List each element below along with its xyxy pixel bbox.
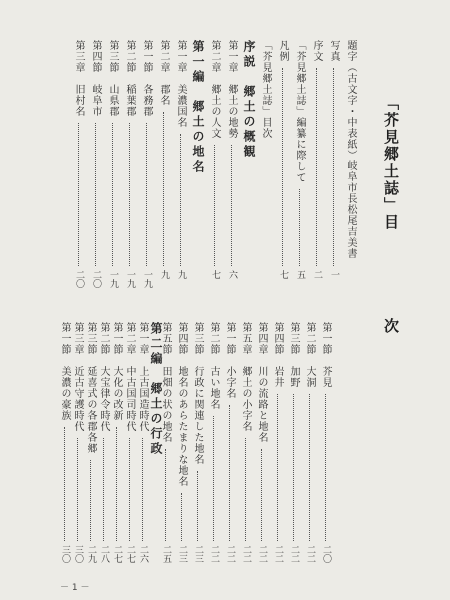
upper-entry-label: 第五節 田畑の状の地名 bbox=[160, 322, 171, 443]
leader-dots bbox=[245, 438, 246, 541]
leader-dots bbox=[146, 123, 147, 266]
front-entry-page: 二〇 bbox=[91, 270, 101, 288]
lower-entry-page: 二六 bbox=[138, 545, 148, 563]
front-entry-label: 第四節 岐阜市 bbox=[90, 40, 101, 117]
lower-entry-label: 第二編 郷土の行政 bbox=[149, 322, 163, 457]
leader-dots bbox=[231, 145, 232, 266]
upper-entry-label: 第四節 地名のあらたまりな地名 bbox=[176, 322, 187, 487]
leader-dots bbox=[129, 123, 130, 266]
leader-dots bbox=[64, 427, 65, 541]
front-entry-page: 九 bbox=[159, 270, 169, 279]
front-entry-page: 一九 bbox=[108, 270, 118, 288]
lower-entry-label: 第一節 美濃の豪族 bbox=[59, 322, 70, 421]
leader-dots bbox=[261, 449, 262, 541]
front-entry-label: 第三章 旧村名 bbox=[73, 40, 84, 117]
page-title-next: 次 bbox=[382, 318, 400, 335]
leader-dots bbox=[116, 427, 117, 541]
upper-entry-page: 二五 bbox=[161, 545, 171, 563]
front-entry-label: 序文 bbox=[311, 40, 322, 62]
upper-entry-page: 二二 bbox=[305, 545, 315, 563]
upper-entry-page: 二二 bbox=[225, 545, 235, 563]
front-entry-label: 凡例 bbox=[277, 40, 288, 62]
upper-entry-label: 第二節 古い地名 bbox=[208, 322, 219, 410]
leader-dots bbox=[333, 68, 334, 266]
page-title: 「芥見郷土誌」目 bbox=[382, 95, 400, 231]
front-entry-label: 第二章 郡名 bbox=[158, 40, 169, 106]
front-entry-label: 第二節 稲葉郡 bbox=[124, 40, 135, 117]
front-entry-label: 「芥見郷土誌」目次 bbox=[260, 40, 271, 139]
upper-entry-label: 第一節 小字名 bbox=[224, 322, 235, 399]
page-number: － 1 － bbox=[60, 583, 90, 593]
leader-dots bbox=[213, 416, 214, 541]
front-entry-label: 第一章 美濃国名 bbox=[175, 40, 186, 128]
front-entry-label: 第一編 郷土の地名 bbox=[191, 40, 205, 175]
front-entry-page: 五 bbox=[295, 270, 305, 279]
leader-dots bbox=[78, 123, 79, 266]
leader-dots bbox=[229, 405, 230, 541]
lower-entry-label: 第三章 近古守護時代 bbox=[72, 322, 83, 432]
upper-entry-page: 二二 bbox=[273, 545, 283, 563]
leader-dots bbox=[142, 438, 143, 541]
front-entry-page: 六 bbox=[227, 270, 237, 279]
upper-entry-page: 二三 bbox=[193, 545, 203, 563]
lower-entry-label: 第一章 上古国造時代 bbox=[137, 322, 148, 432]
lower-entry-page: 三〇 bbox=[60, 545, 70, 563]
front-entry-label: 第一章 郷土の地勢 bbox=[226, 40, 237, 139]
calligrapher-credit: 岐阜市長松尾吉美書 bbox=[345, 160, 356, 259]
front-entry-label: 写真 bbox=[328, 40, 339, 62]
leader-dots bbox=[282, 68, 283, 266]
leader-dots bbox=[163, 112, 164, 266]
upper-entry-label: 第三節 行政に関連した地名 bbox=[192, 322, 203, 465]
front-entry-page: 二 bbox=[312, 270, 322, 279]
lower-entry-label: 第三節 延喜式の各郡各郷 bbox=[85, 322, 96, 454]
leader-dots bbox=[181, 493, 182, 541]
front-entry-label: 第二章 郷土の人文 bbox=[209, 40, 220, 139]
leader-dots bbox=[112, 123, 113, 266]
leader-dots bbox=[77, 438, 78, 541]
leader-dots bbox=[309, 394, 310, 541]
leader-dots bbox=[103, 438, 104, 541]
leader-dots bbox=[95, 123, 96, 266]
upper-entry-page: 二三 bbox=[177, 545, 187, 563]
front-entry-label: 「芥見郷土誌」編纂に際して bbox=[294, 40, 305, 183]
front-entry-page: 一九 bbox=[142, 270, 152, 288]
upper-entry-page: 二二 bbox=[241, 545, 251, 563]
leader-dots bbox=[197, 471, 198, 541]
lower-entry-page: 二八 bbox=[99, 545, 109, 563]
front-entry-page: 一 bbox=[329, 270, 339, 279]
leader-dots bbox=[165, 449, 166, 541]
leader-dots bbox=[299, 189, 300, 266]
lower-entry-page: 二七 bbox=[112, 545, 122, 563]
lower-entry-label: 第二章 中古国司時代 bbox=[124, 322, 135, 432]
upper-entry-label: 第五章 郷土の小字名 bbox=[240, 322, 251, 432]
upper-entry-page: 二二 bbox=[257, 545, 267, 563]
leader-dots bbox=[325, 394, 326, 541]
upper-entry-page: 二二 bbox=[209, 545, 219, 563]
front-entry-label: 第三節 山県郡 bbox=[107, 40, 118, 117]
front-entry-label: 題字（古文字・中表紙） bbox=[345, 40, 356, 161]
upper-entry-label: 第四章 川の流路と地名 bbox=[256, 322, 267, 443]
lower-entry-page: 二七 bbox=[125, 545, 135, 563]
leader-dots bbox=[180, 134, 181, 266]
leader-dots bbox=[277, 394, 278, 541]
front-entry-page: 二〇 bbox=[74, 270, 84, 288]
front-entry-page: 一九 bbox=[125, 270, 135, 288]
front-entry-page: 七 bbox=[210, 270, 220, 279]
lower-entry-label: 第二節 大宝律令時代 bbox=[98, 322, 109, 432]
front-entry-page: 九 bbox=[176, 270, 186, 279]
leader-dots bbox=[293, 394, 294, 541]
upper-entry-label: 第一節 芥見 bbox=[320, 322, 331, 388]
leader-dots bbox=[316, 68, 317, 266]
upper-entry-label: 第四節 岩井 bbox=[272, 322, 283, 388]
leader-dots bbox=[214, 145, 215, 266]
lower-entry-label: 第一節 大化の改新 bbox=[111, 322, 122, 421]
leader-dots bbox=[129, 438, 130, 541]
lower-entry-page: 二九 bbox=[86, 545, 96, 563]
front-entry-label: 序説 郷土の概観 bbox=[242, 40, 256, 160]
lower-entry-page: 三〇 bbox=[73, 545, 83, 563]
front-entry-label: 第一節 各務郡 bbox=[141, 40, 152, 117]
upper-entry-label: 第三節 加野 bbox=[288, 322, 299, 388]
upper-entry-page: 二二 bbox=[289, 545, 299, 563]
front-entry-page: 七 bbox=[278, 270, 288, 279]
upper-entry-label: 第二節 大洞 bbox=[304, 322, 315, 388]
leader-dots bbox=[90, 460, 91, 541]
upper-entry-page: 二〇 bbox=[321, 545, 331, 563]
